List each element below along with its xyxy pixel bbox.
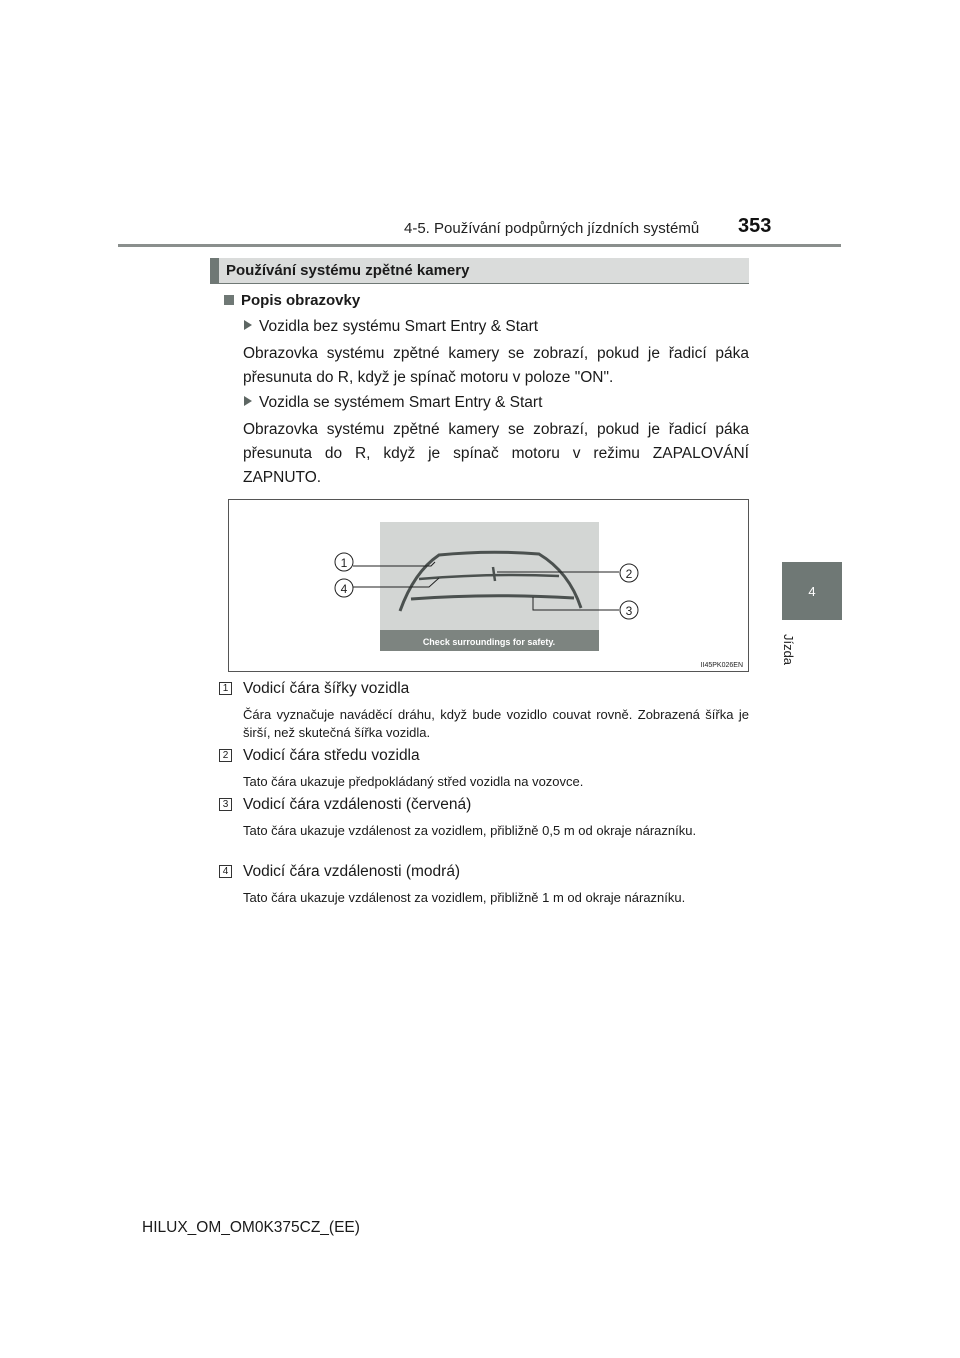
bullet-condition (244, 394, 542, 412)
item-description: Tato čára ukazuje vzdálenost za vozidlem, přibližně 0,5 m od okraje nárazníku. (243, 823, 697, 838)
bullet-text: Vozidla bez systému Smart Entry & Start (259, 318, 539, 335)
paragraph: Obrazovka systému zpětné kamery se zobrazí, pokud je řadicí páka přesunuta do R, když je spínač motoru v poloze "ON". (243, 345, 749, 386)
item-number-badge: 4 (219, 865, 232, 878)
chapter-label (779, 630, 807, 670)
triangle-bullet-icon (244, 320, 252, 330)
item-description: Čára vyznačuje naváděcí dráhu, když bude vozidlo couvat rovně. Zobrazená šířka je širší, než skutečná šířka vozidla. (243, 707, 749, 740)
item-title: Vodicí čára středu vozidla (243, 747, 420, 764)
callout-4-label: 4 (340, 582, 348, 596)
camera-screen-figure (228, 499, 749, 672)
chapter-tab (782, 562, 842, 620)
item-description: Tato čára ukazuje vzdálenost za vozidlem, přibližně 1 m od okraje nárazníku. (243, 890, 686, 905)
item-description: Tato čára ukazuje předpokládaný střed vozidla na vozovce. (243, 774, 584, 789)
chapter-number: 4 (808, 583, 816, 599)
section-title: Používání systému zpětné kamery (226, 262, 470, 279)
item-title: Vodicí čára šířky vozidla (243, 680, 410, 697)
bullet-text: Vozidla se systémem Smart Entry & Start (259, 394, 543, 411)
item-number-badge: 1 (219, 682, 232, 695)
item-title: Vodicí čára vzdálenosti (modrá) (243, 863, 461, 880)
bullet-condition (244, 318, 538, 336)
screen-message: Check surroundings for safety. (422, 637, 556, 647)
page-number: 353 (738, 215, 772, 237)
section-heading-bar (210, 258, 749, 284)
header-divider (118, 244, 841, 247)
item-number-badge: 3 (219, 798, 232, 811)
triangle-bullet-icon (244, 396, 252, 406)
callout-3-label: 3 (625, 604, 633, 618)
subsection-title: Popis obrazovky (241, 292, 361, 309)
subsection-heading (224, 292, 360, 309)
paragraph: Obrazovka systému zpětné kamery se zobrazí, pokud je řadicí páka přesunuta do R, když je spínač motoru v režimu ZAPALOVÁNÍ ZAPNUTO. (243, 421, 749, 486)
square-bullet-icon (224, 295, 234, 305)
chapter-label-text: Jízda (781, 633, 797, 666)
callout-2-label: 2 (625, 567, 633, 581)
document-footer-code: HILUX_OM_OM0K375CZ_(EE) (142, 1219, 360, 1236)
figure-code: II45PK026EN (700, 662, 743, 669)
item-title: Vodicí čára vzdálenosti (červená) (243, 796, 472, 813)
callout-1-label: 1 (340, 556, 348, 570)
rear-camera-illustration (229, 500, 748, 671)
item-number-badge: 2 (219, 749, 232, 762)
header-section-title: 4-5. Používání podpůrných jízdních systémů (404, 220, 700, 237)
